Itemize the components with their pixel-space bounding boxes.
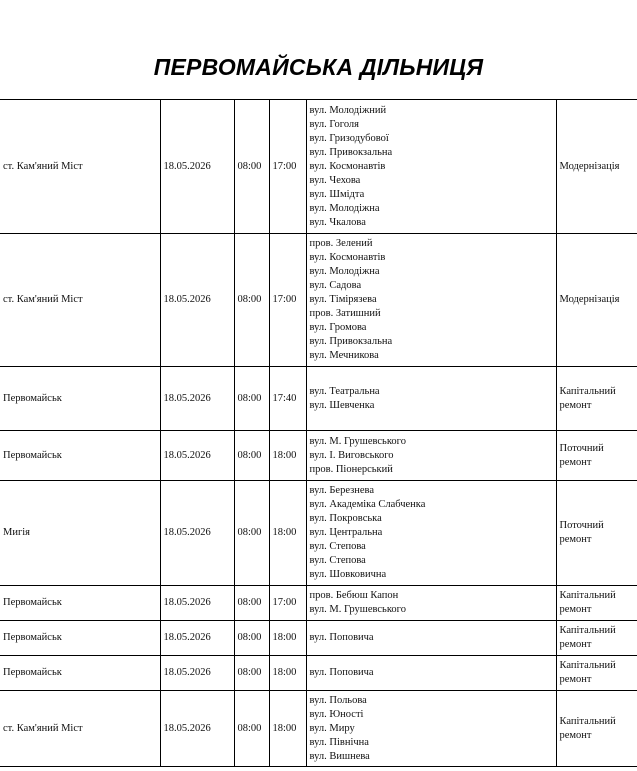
street-name: вул. Академіка Слабченка (309, 499, 426, 510)
street-name: вул. Степова (309, 555, 366, 566)
page-title: ПЕРВОМАЙСЬКА ДІЛЬНИЦЯ (153, 54, 484, 80)
street-name: вул. Громова (309, 322, 367, 333)
end-time-cell: 17:00 (269, 234, 306, 367)
end-time-cell: 17:00 (269, 586, 306, 621)
table-row (0, 656, 637, 691)
start-time-cell: 08:00 (234, 656, 269, 691)
settlement-cell: Первомайськ (0, 586, 160, 621)
work-type-cell: Капітальний ремонт (556, 367, 637, 431)
date-cell: 18.05.2026 (160, 100, 234, 234)
end-time-cell: 18:00 (269, 691, 306, 767)
streets-cell (306, 367, 556, 431)
street-name: вул. Миру (309, 722, 355, 734)
start-time-cell: 08:00 (234, 481, 269, 586)
start-time-cell: 08:00 (234, 621, 269, 656)
work-type-cell: Капітальний ремонт (556, 691, 637, 767)
work-type-cell: Поточний ремонт (556, 481, 637, 586)
street-name: вул. Гоголя (309, 118, 360, 130)
work-type-cell: Капітальний ремонт (556, 586, 637, 621)
street-name: вул. М. Грушевського (309, 604, 406, 615)
start-time-cell: 08:00 (234, 100, 269, 234)
date-cell: 18.05.2026 (160, 234, 234, 367)
street-name: вул. Поповича (309, 632, 374, 643)
street-name: вул. Садова (309, 280, 362, 291)
street-name: вул. Молодіжна (309, 202, 380, 214)
table-row (0, 367, 637, 431)
work-type-cell: Капітальний ремонт (556, 656, 637, 691)
street-name: пров. Бебюш Капон (309, 590, 399, 601)
street-name: вул. Мечникова (309, 350, 379, 361)
outage-schedule-table (0, 99, 637, 767)
street-name: вул. Театральна (309, 385, 380, 397)
table-row (0, 234, 637, 367)
street-name: вул. Польова (309, 694, 367, 706)
streets-cell (306, 100, 556, 234)
table-row (0, 621, 637, 656)
end-time-cell: 18:00 (269, 656, 306, 691)
work-type-cell: Модернізація (556, 234, 637, 367)
street-name: вул. Гризодубової (309, 132, 389, 144)
date-cell: 18.05.2026 (160, 481, 234, 586)
street-name: вул. М. Грушевського (309, 435, 406, 447)
street-name: вул. Шевченка (309, 399, 375, 411)
settlement-cell: Первомайськ (0, 367, 160, 431)
street-name: пров. Піонерський (309, 463, 393, 475)
street-name: вул. Шовковична (309, 569, 387, 580)
street-name: вул. Чехова (309, 174, 361, 186)
table-row (0, 431, 637, 481)
street-name: вул. Молодіжна (309, 266, 380, 277)
streets-cell (306, 481, 556, 586)
streets-cell (306, 656, 556, 691)
table-row (0, 691, 637, 767)
settlement-cell: Мигія (0, 481, 160, 586)
street-name: вул. Степова (309, 541, 366, 552)
street-name: вул. Юності (309, 708, 364, 720)
street-name: вул. Космонавтів (309, 252, 386, 263)
streets-cell (306, 234, 556, 367)
date-cell: 18.05.2026 (160, 367, 234, 431)
table-row (0, 100, 637, 234)
street-name: вул. І. Виговського (309, 449, 394, 461)
date-cell: 18.05.2026 (160, 431, 234, 481)
street-name: пров. Зелений (309, 238, 373, 249)
street-name: вул. Привокзальна (309, 146, 393, 158)
settlement-cell: Первомайськ (0, 656, 160, 691)
date-cell: 18.05.2026 (160, 586, 234, 621)
start-time-cell: 08:00 (234, 367, 269, 431)
street-name: вул. Березнева (309, 485, 375, 496)
end-time-cell: 18:00 (269, 431, 306, 481)
street-name: вул. Поповича (309, 667, 374, 678)
start-time-cell: 08:00 (234, 234, 269, 367)
table-row (0, 586, 637, 621)
work-type-cell: Поточний ремонт (556, 431, 637, 481)
street-name: вул. Чкалова (309, 216, 366, 228)
date-cell: 18.05.2026 (160, 656, 234, 691)
date-cell: 18.05.2026 (160, 691, 234, 767)
streets-cell (306, 431, 556, 481)
settlement-cell: Первомайськ (0, 431, 160, 481)
streets-cell (306, 586, 556, 621)
start-time-cell: 08:00 (234, 431, 269, 481)
settlement-cell: ст. Кам'яний Міст (0, 691, 160, 767)
work-type-cell: Капітальний ремонт (556, 621, 637, 656)
street-name: вул. Вишнева (309, 750, 370, 762)
street-name: вул. Космонавтів (309, 160, 386, 172)
streets-cell (306, 691, 556, 767)
settlement-cell: Первомайськ (0, 621, 160, 656)
work-type-cell: Модернізація (556, 100, 637, 234)
settlement-cell: ст. Кам'яний Міст (0, 100, 160, 234)
end-time-cell: 17:40 (269, 367, 306, 431)
end-time-cell: 18:00 (269, 621, 306, 656)
street-name: вул. Покровська (309, 513, 382, 524)
start-time-cell: 08:00 (234, 586, 269, 621)
streets-cell (306, 621, 556, 656)
street-name: вул. Тімірязева (309, 294, 377, 305)
settlement-cell: ст. Кам'яний Міст (0, 234, 160, 367)
start-time-cell: 08:00 (234, 691, 269, 767)
street-name: пров. Затишний (309, 308, 381, 319)
end-time-cell: 17:00 (269, 100, 306, 234)
street-name: вул. Шмідта (309, 188, 365, 200)
street-name: вул. Центральна (309, 527, 383, 538)
street-name: вул. Молодіжний (309, 104, 387, 116)
end-time-cell: 18:00 (269, 481, 306, 586)
date-cell: 18.05.2026 (160, 621, 234, 656)
table-row (0, 481, 637, 586)
street-name: вул. Північна (309, 736, 369, 748)
street-name: вул. Привокзальна (309, 336, 393, 347)
